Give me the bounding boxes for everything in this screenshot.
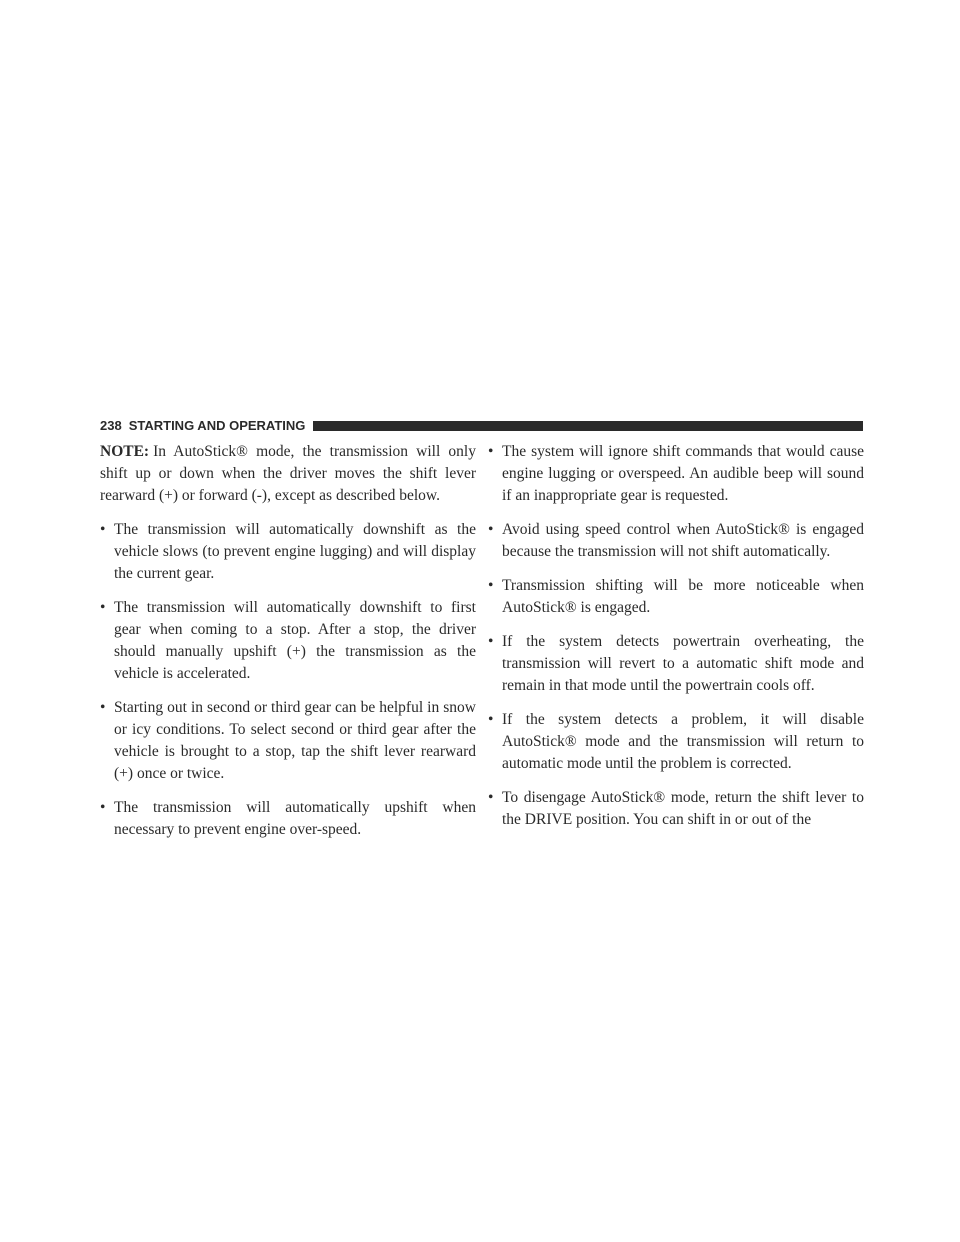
note-text: In AutoStick® mode, the transmission will only shift up or down when the driver moves the shift lever rearward (+) or forward (-), except as described below. [100, 443, 476, 504]
note-label: NOTE: [100, 443, 150, 460]
right-column [488, 441, 864, 843]
bullet-item: • Transmission shifting will be more noticeable when AutoStick® is engaged. [488, 575, 864, 619]
page-number: 238 [100, 418, 122, 433]
bullet-item: • The transmission will automatically downshift to first gear when coming to a stop. After a stop, the driver should manually upshift (+) the transmission as the vehicle is accelerated. [100, 597, 476, 685]
bullet-item: • The transmission will automatically downshift as the vehicle slows (to prevent engine lugging) and will display the current gear. [100, 519, 476, 585]
left-column [100, 441, 476, 853]
header-rule [313, 421, 863, 431]
right-bullet-list [488, 441, 864, 831]
bullet-item: • Avoid using speed control when AutoStick® is engaged because the transmission will not shift automatically. [488, 519, 864, 563]
note-paragraph [100, 441, 476, 507]
bullet-item: • The system will ignore shift commands that would cause engine lugging or overspeed. An audible beep will sound if an inappropriate gear is requested. [488, 441, 864, 507]
bullet-item: • Starting out in second or third gear can be helpful in snow or icy conditions. To select second or third gear after the vehicle is brought to a stop, tap the shift lever rearward (+) once or twice. [100, 697, 476, 785]
bullet-item: • The transmission will automatically upshift when necessary to prevent engine over-speed. [100, 797, 476, 841]
left-bullet-list [100, 519, 476, 841]
section-title: STARTING AND OPERATING [128, 418, 306, 433]
bullet-item: • If the system detects powertrain overheating, the transmission will revert to a automatic shift mode and remain in that mode until the powertrain cools off. [488, 631, 864, 697]
bullet-item: • If the system detects a problem, it will disable AutoStick® mode and the transmission will return to automatic mode until the problem is corrected. [488, 709, 864, 775]
page-header [100, 419, 863, 433]
bullet-item: • To disengage AutoStick® mode, return the shift lever to the DRIVE position. You can shift in or out of the [488, 787, 864, 831]
